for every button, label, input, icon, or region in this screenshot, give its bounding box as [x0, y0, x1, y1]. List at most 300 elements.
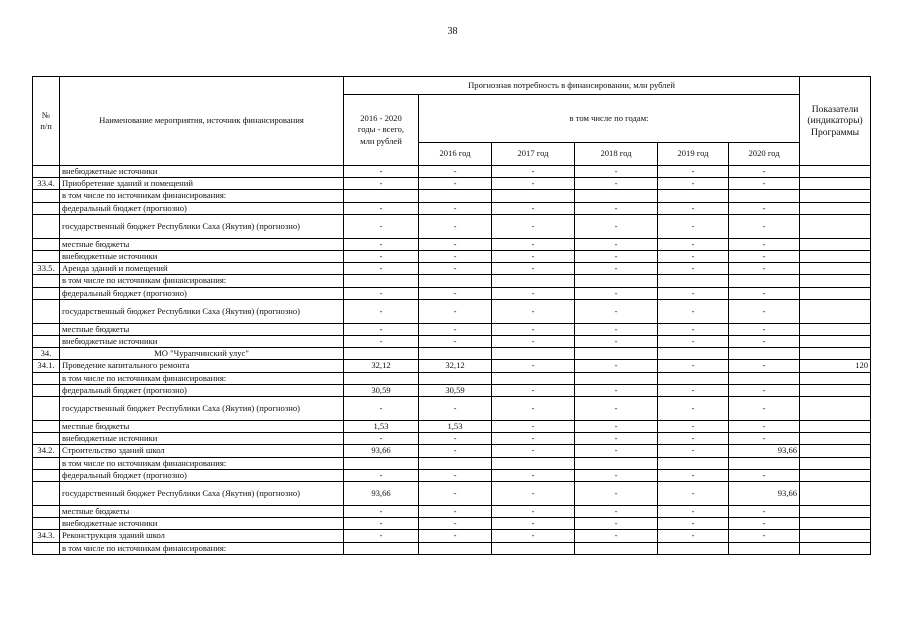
row-name: государственный бюджет Республики Саха (Якутия) (прогнозно)	[60, 299, 344, 323]
row-year-value: -	[419, 238, 492, 250]
header-num-label: № п/п	[40, 109, 52, 131]
row-total	[344, 190, 419, 202]
row-name: в том числе по источникам финансирования:	[60, 190, 344, 202]
table-row	[33, 263, 871, 275]
header-year-3: 2018 год	[575, 143, 658, 166]
row-year-value: -	[658, 421, 729, 433]
row-year-value: -	[729, 299, 800, 323]
row-indicator	[800, 202, 871, 214]
row-year-value	[658, 275, 729, 287]
row-year-value: -	[575, 336, 658, 348]
row-indicator	[800, 372, 871, 384]
row-year-value: -	[575, 397, 658, 421]
row-year-value: -	[658, 166, 729, 178]
row-indicator	[800, 530, 871, 542]
row-year-value: -	[575, 469, 658, 481]
row-year-value	[492, 542, 575, 554]
row-total: 93,66	[344, 482, 419, 506]
row-indicator	[800, 518, 871, 530]
row-indicator	[800, 190, 871, 202]
header-years-label: в том числе по годам:	[569, 112, 649, 123]
row-name: внебюджетные источники	[60, 518, 344, 530]
row-year-value: -	[658, 323, 729, 335]
row-name: Реконструкция зданий школ	[60, 530, 344, 542]
row-year-value: -	[729, 397, 800, 421]
row-number: 34.	[33, 348, 60, 360]
page-number: 38	[447, 26, 458, 37]
table-row	[33, 530, 871, 542]
row-year-value	[729, 457, 800, 469]
row-year-value: -	[492, 287, 575, 299]
row-year-value: -	[658, 433, 729, 445]
row-year-value: -	[729, 506, 800, 518]
row-year-value	[419, 457, 492, 469]
row-name: внебюджетные источники	[60, 166, 344, 178]
row-year-value	[658, 190, 729, 202]
header-forecast-label: Прогнозная потребность в финансировании, млн рублей	[468, 79, 676, 90]
row-year-value: -	[575, 251, 658, 263]
table-row	[33, 348, 871, 360]
row-name: федеральный бюджет (прогнозно)	[60, 202, 344, 214]
row-name: Строительство зданий школ	[60, 445, 344, 457]
row-year-value	[658, 372, 729, 384]
row-indicator	[800, 421, 871, 433]
row-year-value: -	[575, 421, 658, 433]
row-year-value: -	[419, 482, 492, 506]
table-row	[33, 397, 871, 421]
row-year-value: -	[575, 263, 658, 275]
row-total: -	[344, 433, 419, 445]
row-total: 30,59	[344, 384, 419, 396]
row-year-value: -	[419, 336, 492, 348]
row-year-value: -	[658, 238, 729, 250]
row-year-value: -	[419, 202, 492, 214]
row-year-value: -	[729, 384, 800, 396]
header-indicators	[800, 77, 871, 166]
row-year-value	[658, 457, 729, 469]
header-indicators-label: Показатели (индикаторы) Программы	[807, 104, 863, 138]
row-year-value: -	[658, 530, 729, 542]
row-year-value: -	[729, 178, 800, 190]
row-name: в том числе по источникам финансирования:	[60, 275, 344, 287]
financing-table	[32, 76, 871, 555]
row-total: -	[344, 202, 419, 214]
row-year-value: -	[492, 299, 575, 323]
row-year-value: -	[575, 506, 658, 518]
row-year-value: -	[419, 214, 492, 238]
row-name: Проведение капитального ремонта	[60, 360, 344, 372]
row-name: местные бюджеты	[60, 323, 344, 335]
row-year-value: -	[492, 384, 575, 396]
row-year-value	[419, 348, 492, 360]
row-year-value: -	[492, 202, 575, 214]
row-indicator	[800, 275, 871, 287]
row-name: внебюджетные источники	[60, 433, 344, 445]
row-total: -	[344, 166, 419, 178]
table-row	[33, 238, 871, 250]
row-total	[344, 348, 419, 360]
table-row	[33, 166, 871, 178]
row-indicator	[800, 433, 871, 445]
row-indicator	[800, 166, 871, 178]
row-year-value: -	[575, 360, 658, 372]
header-name	[60, 77, 344, 166]
row-year-value: -	[492, 397, 575, 421]
row-name: местные бюджеты	[60, 238, 344, 250]
table-row	[33, 433, 871, 445]
row-year-value	[492, 457, 575, 469]
table-row	[33, 178, 871, 190]
row-name: в том числе по источникам финансирования:	[60, 372, 344, 384]
row-year-value: -	[492, 251, 575, 263]
row-year-value: -	[658, 469, 729, 481]
row-indicator	[800, 214, 871, 238]
row-name: Приобретение зданий и помещений	[60, 178, 344, 190]
header-year-1: 2016 год	[419, 143, 492, 166]
row-year-value: -	[729, 421, 800, 433]
row-year-value: -	[658, 251, 729, 263]
row-year-value: -	[729, 287, 800, 299]
table-row	[33, 323, 871, 335]
row-year-value: -	[575, 238, 658, 250]
header-year-4: 2019 год	[658, 143, 729, 166]
row-year-value: -	[658, 384, 729, 396]
row-year-value: -	[575, 384, 658, 396]
row-total: -	[344, 323, 419, 335]
row-year-value: -	[729, 166, 800, 178]
row-year-value: -	[575, 166, 658, 178]
row-total: -	[344, 530, 419, 542]
row-year-value	[492, 348, 575, 360]
row-year-value: -	[575, 323, 658, 335]
table-row	[33, 457, 871, 469]
row-number	[33, 202, 60, 214]
row-year-value: -	[492, 166, 575, 178]
row-number	[33, 542, 60, 554]
row-year-value	[492, 372, 575, 384]
table-row	[33, 336, 871, 348]
row-total: -	[344, 263, 419, 275]
row-year-value: -	[575, 518, 658, 530]
row-name: Аренда зданий и помещений	[60, 263, 344, 275]
row-year-value: -	[658, 336, 729, 348]
row-year-value: -	[492, 421, 575, 433]
row-indicator	[800, 323, 871, 335]
row-year-value: -	[419, 323, 492, 335]
row-year-value: -	[492, 238, 575, 250]
row-number	[33, 251, 60, 263]
row-number	[33, 287, 60, 299]
row-number: 34.3.	[33, 530, 60, 542]
row-total: -	[344, 397, 419, 421]
row-name: в том числе по источникам финансирования:	[60, 457, 344, 469]
row-year-value: -	[658, 506, 729, 518]
row-year-value: -	[729, 251, 800, 263]
row-year-value: -	[729, 202, 800, 214]
row-name: внебюджетные источники	[60, 251, 344, 263]
row-indicator	[800, 384, 871, 396]
row-year-value	[419, 372, 492, 384]
row-year-value	[729, 348, 800, 360]
row-year-value	[575, 348, 658, 360]
row-year-value	[575, 372, 658, 384]
row-year-value: -	[729, 336, 800, 348]
row-year-value	[658, 348, 729, 360]
row-year-value: -	[492, 360, 575, 372]
table-row	[33, 299, 871, 323]
row-number	[33, 433, 60, 445]
row-year-value: 93,66	[729, 445, 800, 457]
row-year-value	[575, 457, 658, 469]
row-year-value: -	[492, 336, 575, 348]
row-year-value: 93,66	[729, 482, 800, 506]
row-year-value: -	[492, 518, 575, 530]
row-year-value: -	[658, 287, 729, 299]
row-year-value: -	[419, 506, 492, 518]
row-year-value: -	[419, 263, 492, 275]
row-number	[33, 506, 60, 518]
row-total	[344, 457, 419, 469]
row-year-value: -	[575, 445, 658, 457]
row-year-value: -	[492, 445, 575, 457]
row-year-value: -	[729, 238, 800, 250]
row-indicator	[800, 445, 871, 457]
row-total: 93,66	[344, 445, 419, 457]
row-year-value: -	[419, 166, 492, 178]
row-indicator	[800, 469, 871, 481]
table-row	[33, 384, 871, 396]
header-years-group	[419, 95, 800, 143]
row-year-value: -	[492, 214, 575, 238]
table-row	[33, 202, 871, 214]
row-number	[33, 384, 60, 396]
row-year-value: -	[658, 263, 729, 275]
row-number	[33, 299, 60, 323]
row-indicator	[800, 299, 871, 323]
header-year-5: 2020 год	[729, 143, 800, 166]
row-year-value: -	[575, 482, 658, 506]
row-year-value: -	[658, 360, 729, 372]
row-indicator	[800, 348, 871, 360]
row-number: 34.1.	[33, 360, 60, 372]
row-year-value	[729, 542, 800, 554]
row-year-value	[729, 275, 800, 287]
row-year-value: -	[419, 178, 492, 190]
row-year-value: -	[729, 360, 800, 372]
row-indicator	[800, 397, 871, 421]
row-number	[33, 166, 60, 178]
row-year-value: -	[729, 518, 800, 530]
header-total	[344, 95, 419, 166]
row-total: -	[344, 287, 419, 299]
row-indicator	[800, 178, 871, 190]
row-total: -	[344, 518, 419, 530]
row-number	[33, 238, 60, 250]
table-row	[33, 287, 871, 299]
table-row	[33, 214, 871, 238]
row-total	[344, 275, 419, 287]
row-number	[33, 372, 60, 384]
row-number	[33, 214, 60, 238]
row-total: -	[344, 238, 419, 250]
row-indicator	[800, 263, 871, 275]
row-year-value: -	[575, 214, 658, 238]
row-number: 34.2.	[33, 445, 60, 457]
table-row	[33, 506, 871, 518]
row-year-value: 32,12	[419, 360, 492, 372]
row-year-value: -	[419, 287, 492, 299]
row-year-value: -	[492, 433, 575, 445]
row-year-value: -	[658, 202, 729, 214]
row-indicator	[800, 506, 871, 518]
row-number	[33, 190, 60, 202]
row-year-value	[729, 372, 800, 384]
row-year-value: -	[575, 433, 658, 445]
row-year-value	[729, 190, 800, 202]
row-name: государственный бюджет Республики Саха (Якутия) (прогнозно)	[60, 214, 344, 238]
row-year-value: -	[419, 530, 492, 542]
row-year-value: -	[729, 323, 800, 335]
row-total: 32,12	[344, 360, 419, 372]
row-number	[33, 469, 60, 481]
row-number	[33, 457, 60, 469]
table-row	[33, 190, 871, 202]
row-number	[33, 397, 60, 421]
row-number	[33, 421, 60, 433]
row-indicator	[800, 482, 871, 506]
row-total	[344, 372, 419, 384]
row-year-value: -	[419, 433, 492, 445]
row-year-value: -	[492, 482, 575, 506]
table-body	[33, 166, 871, 555]
row-name: государственный бюджет Республики Саха (Якутия) (прогнозно)	[60, 397, 344, 421]
row-year-value: -	[729, 469, 800, 481]
row-name: государственный бюджет Республики Саха (Якутия) (прогнозно)	[60, 482, 344, 506]
row-year-value: -	[492, 323, 575, 335]
header-year-2: 2017 год	[492, 143, 575, 166]
header-num	[33, 77, 60, 166]
row-year-value: -	[492, 530, 575, 542]
row-year-value: -	[658, 445, 729, 457]
row-total: 1,53	[344, 421, 419, 433]
row-year-value	[419, 275, 492, 287]
row-year-value: 30,59	[419, 384, 492, 396]
table-row	[33, 542, 871, 554]
row-number	[33, 323, 60, 335]
row-year-value	[575, 542, 658, 554]
row-year-value	[492, 190, 575, 202]
header-name-label: Наименование мероприятия, источник финансирования	[99, 115, 304, 126]
row-year-value	[419, 542, 492, 554]
row-year-value: -	[658, 518, 729, 530]
table-row	[33, 469, 871, 481]
row-name: федеральный бюджет (прогнозно)	[60, 469, 344, 481]
row-name: федеральный бюджет (прогнозно)	[60, 384, 344, 396]
row-year-value: -	[419, 299, 492, 323]
header-row-1	[33, 77, 871, 95]
row-year-value: -	[419, 397, 492, 421]
row-number	[33, 482, 60, 506]
row-year-value: -	[729, 433, 800, 445]
row-total: -	[344, 336, 419, 348]
table-row	[33, 360, 871, 372]
row-year-value	[658, 542, 729, 554]
row-year-value: -	[658, 482, 729, 506]
row-year-value: -	[658, 397, 729, 421]
row-year-value: -	[658, 178, 729, 190]
row-year-value: -	[575, 178, 658, 190]
row-indicator	[800, 238, 871, 250]
row-total: -	[344, 178, 419, 190]
row-year-value: -	[729, 530, 800, 542]
row-name: местные бюджеты	[60, 421, 344, 433]
row-year-value: -	[419, 251, 492, 263]
row-year-value: -	[419, 445, 492, 457]
row-year-value: -	[575, 299, 658, 323]
table-row	[33, 518, 871, 530]
row-name: внебюджетные источники	[60, 336, 344, 348]
table-row	[33, 275, 871, 287]
row-year-value: -	[658, 214, 729, 238]
row-year-value: -	[658, 299, 729, 323]
row-year-value: 1,53	[419, 421, 492, 433]
row-year-value: -	[419, 469, 492, 481]
row-number: 33.4.	[33, 178, 60, 190]
row-year-value: -	[492, 506, 575, 518]
row-year-value	[419, 190, 492, 202]
table-row	[33, 421, 871, 433]
row-year-value: -	[729, 263, 800, 275]
row-indicator	[800, 457, 871, 469]
row-number	[33, 336, 60, 348]
row-year-value: -	[419, 518, 492, 530]
row-year-value	[575, 275, 658, 287]
row-year-value: -	[729, 214, 800, 238]
row-indicator	[800, 336, 871, 348]
table-row	[33, 445, 871, 457]
row-total: -	[344, 469, 419, 481]
header-total-label: 2016 - 2020 годы - всего, млн рублей	[357, 113, 405, 146]
row-year-value: -	[575, 287, 658, 299]
row-name: федеральный бюджет (прогнозно)	[60, 287, 344, 299]
row-total: -	[344, 506, 419, 518]
row-name: местные бюджеты	[60, 506, 344, 518]
row-number: 33.5.	[33, 263, 60, 275]
row-year-value: -	[575, 202, 658, 214]
row-year-value: -	[492, 178, 575, 190]
row-total: -	[344, 214, 419, 238]
row-year-value: -	[492, 469, 575, 481]
row-indicator: 120	[800, 360, 871, 372]
section-title: МО "Чурапчинский улус"	[60, 348, 344, 360]
table-row	[33, 251, 871, 263]
row-total	[344, 542, 419, 554]
row-year-value	[492, 275, 575, 287]
table-row	[33, 372, 871, 384]
row-indicator	[800, 542, 871, 554]
row-indicator	[800, 251, 871, 263]
row-year-value: -	[575, 530, 658, 542]
row-indicator	[800, 287, 871, 299]
table-row	[33, 482, 871, 506]
row-name: в том числе по источникам финансирования:	[60, 542, 344, 554]
header-forecast	[344, 77, 800, 95]
row-total: -	[344, 299, 419, 323]
row-number	[33, 518, 60, 530]
row-year-value: -	[492, 263, 575, 275]
row-year-value	[575, 190, 658, 202]
row-total: -	[344, 251, 419, 263]
